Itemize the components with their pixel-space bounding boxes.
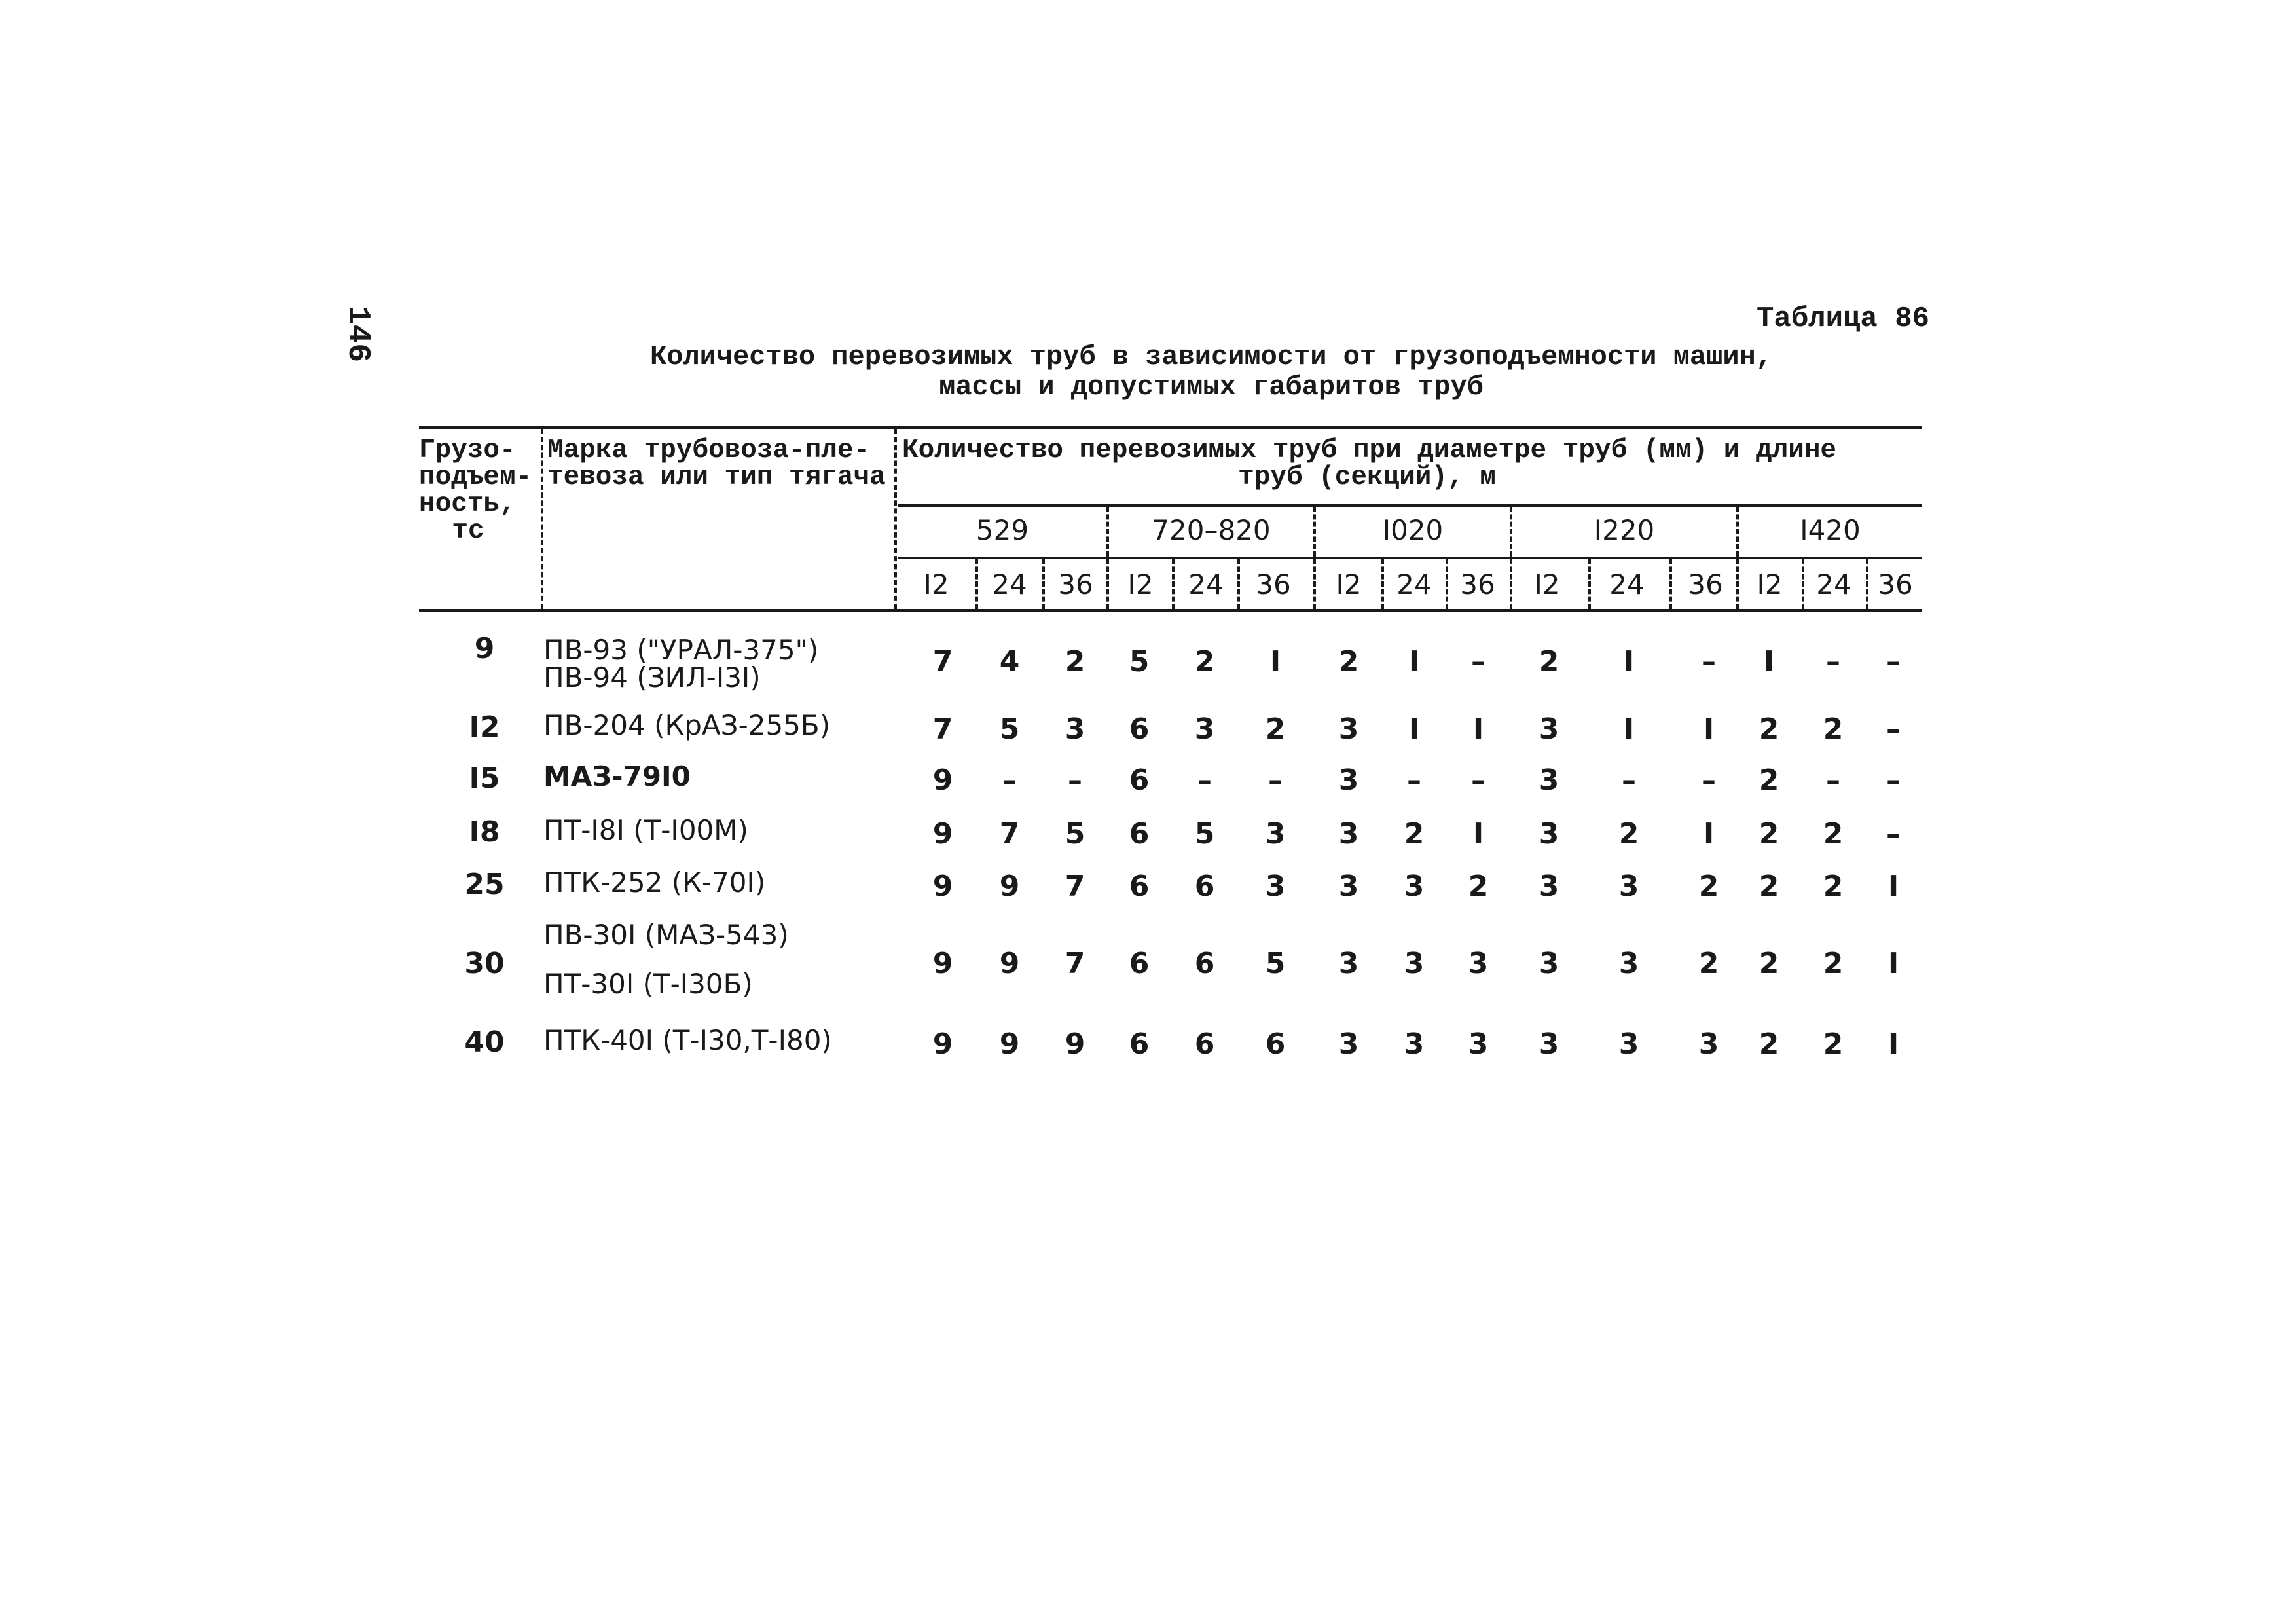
separator-col1 bbox=[541, 429, 543, 609]
length-label: I2 bbox=[1757, 568, 1783, 600]
row-value: – bbox=[1197, 764, 1212, 797]
row-value: 3 bbox=[1194, 712, 1215, 746]
length-label: I2 bbox=[1534, 568, 1560, 600]
row-value: 7 bbox=[932, 712, 953, 746]
row-value: 4 bbox=[999, 645, 1020, 678]
row-value: 2 bbox=[1823, 870, 1844, 903]
row-value: – bbox=[1702, 764, 1716, 797]
diameter-label: 720–820 bbox=[1152, 514, 1271, 546]
row-value: 3 bbox=[1618, 1027, 1639, 1061]
row-value: 2 bbox=[1823, 947, 1844, 980]
length-label: 36 bbox=[1688, 568, 1723, 600]
row-value: – bbox=[1886, 764, 1901, 797]
table-title bbox=[589, 342, 1833, 402]
row-model: ПТ-I8I (Т-I00М) bbox=[543, 814, 748, 846]
row-value: 6 bbox=[1129, 817, 1150, 851]
row-value: 2 bbox=[1468, 870, 1489, 903]
row-value: 5 bbox=[1129, 645, 1150, 678]
row-capacity: 30 bbox=[464, 947, 505, 980]
page-number: 146 bbox=[340, 305, 375, 363]
row-value: 9 bbox=[932, 817, 953, 851]
separator-length bbox=[1106, 559, 1109, 609]
header-quantity: Количество перевозимых труб при диаметре труб (мм) и длине труб (секций), м bbox=[902, 435, 1837, 492]
row-value: – bbox=[1002, 764, 1017, 797]
row-value: 3 bbox=[1698, 1027, 1719, 1061]
row-model: ПВ-94 (ЗИЛ-I3I) bbox=[543, 661, 761, 693]
row-value: I bbox=[1472, 817, 1484, 851]
separator-length bbox=[1510, 559, 1512, 609]
row-value: 3 bbox=[1265, 817, 1286, 851]
row-value: 3 bbox=[1539, 764, 1559, 797]
row-value: I bbox=[1269, 645, 1281, 678]
row-value: 3 bbox=[1404, 870, 1425, 903]
row-model: МАЗ-79I0 bbox=[543, 760, 691, 792]
row-value: 6 bbox=[1129, 870, 1150, 903]
row-value: 9 bbox=[1065, 1027, 1085, 1061]
row-value: 3 bbox=[1618, 870, 1639, 903]
row-value: – bbox=[1702, 645, 1716, 678]
row-value: 3 bbox=[1338, 870, 1359, 903]
header-bottom-rule bbox=[419, 609, 1922, 612]
row-value: I bbox=[1887, 870, 1899, 903]
separator-length bbox=[1736, 559, 1739, 609]
row-value: 6 bbox=[1129, 764, 1150, 797]
row-value: 3 bbox=[1539, 947, 1559, 980]
separator-length bbox=[1381, 559, 1384, 609]
row-value: 2 bbox=[1404, 817, 1425, 851]
separator-length bbox=[1588, 559, 1591, 609]
diameter-label: I420 bbox=[1800, 514, 1861, 546]
row-value: I bbox=[1623, 712, 1635, 746]
row-value: 2 bbox=[1194, 645, 1215, 678]
row-value: 2 bbox=[1823, 1027, 1844, 1061]
diameter-label: I020 bbox=[1382, 514, 1444, 546]
row-model: ПТ-30I (Т-I30Б) bbox=[543, 968, 753, 1000]
row-value: 2 bbox=[1618, 817, 1639, 851]
row-value: 2 bbox=[1265, 712, 1286, 746]
row-value: 2 bbox=[1065, 645, 1085, 678]
header-model: Марка трубовоза-пле- тевоза или тип тягача bbox=[547, 435, 886, 492]
row-value: 9 bbox=[932, 1027, 953, 1061]
row-value: 3 bbox=[1539, 870, 1559, 903]
row-value: 3 bbox=[1265, 870, 1286, 903]
row-value: 6 bbox=[1194, 947, 1215, 980]
row-capacity: 9 bbox=[474, 632, 495, 665]
length-label: I2 bbox=[1127, 568, 1154, 600]
row-value: 3 bbox=[1338, 1027, 1359, 1061]
row-value: 2 bbox=[1698, 870, 1719, 903]
row-value: 2 bbox=[1338, 645, 1359, 678]
row-value: 9 bbox=[999, 1027, 1020, 1061]
row-model: ПВ-204 (КрАЗ-255Б) bbox=[543, 709, 831, 741]
header-capacity: Грузо- подъем- ность, тс bbox=[419, 435, 532, 546]
row-value: 6 bbox=[1129, 712, 1150, 746]
row-value: I bbox=[1763, 645, 1775, 678]
separator-length bbox=[975, 559, 978, 609]
row-value: 2 bbox=[1758, 947, 1779, 980]
row-value: – bbox=[1826, 645, 1840, 678]
row-value: – bbox=[1886, 645, 1901, 678]
row-value: 2 bbox=[1758, 1027, 1779, 1061]
row-value: – bbox=[1886, 712, 1901, 746]
row-model: ПВ-93 ("УРАЛ-375") bbox=[543, 634, 819, 666]
row-value: 7 bbox=[999, 817, 1020, 851]
length-label: 36 bbox=[1460, 568, 1495, 600]
row-value: 3 bbox=[1338, 947, 1359, 980]
row-value: – bbox=[1886, 817, 1901, 851]
row-value: 3 bbox=[1539, 712, 1559, 746]
row-value: – bbox=[1471, 764, 1485, 797]
row-value: – bbox=[1068, 764, 1082, 797]
row-value: I bbox=[1408, 712, 1420, 746]
row-value: 6 bbox=[1194, 1027, 1215, 1061]
row-capacity: I8 bbox=[469, 815, 500, 849]
row-value: 2 bbox=[1758, 764, 1779, 797]
row-value: 6 bbox=[1129, 947, 1150, 980]
separator-length bbox=[1313, 559, 1316, 609]
length-label: 24 bbox=[1396, 568, 1432, 600]
diameter-rule bbox=[898, 504, 1922, 507]
row-capacity: I2 bbox=[469, 710, 500, 744]
row-value: 2 bbox=[1758, 870, 1779, 903]
row-value: 3 bbox=[1539, 817, 1559, 851]
length-label: I2 bbox=[1336, 568, 1362, 600]
row-value: I bbox=[1472, 712, 1484, 746]
diameter-label: I220 bbox=[1594, 514, 1655, 546]
row-model: ПТК-40I (Т-I30,Т-I80) bbox=[543, 1024, 832, 1056]
length-label: 36 bbox=[1878, 568, 1913, 600]
diameter-label: 529 bbox=[975, 514, 1029, 546]
length-label: 36 bbox=[1256, 568, 1291, 600]
row-value: 5 bbox=[1265, 947, 1286, 980]
row-value: 9 bbox=[999, 947, 1020, 980]
row-value: – bbox=[1407, 764, 1421, 797]
row-value: 3 bbox=[1618, 947, 1639, 980]
separator-length bbox=[1237, 559, 1240, 609]
separator-length bbox=[1042, 559, 1045, 609]
row-value: 9 bbox=[999, 870, 1020, 903]
row-value: 7 bbox=[1065, 947, 1085, 980]
row-value: 9 bbox=[932, 947, 953, 980]
row-value: 3 bbox=[1468, 1027, 1489, 1061]
row-value: I bbox=[1887, 1027, 1899, 1061]
length-label: I2 bbox=[923, 568, 949, 600]
row-value: – bbox=[1471, 645, 1485, 678]
row-value: I bbox=[1887, 947, 1899, 980]
length-label: 24 bbox=[1816, 568, 1851, 600]
separator-length bbox=[1172, 559, 1175, 609]
title-line-2: массы и допустимых габаритов труб bbox=[939, 371, 1484, 403]
length-label: 24 bbox=[992, 568, 1027, 600]
row-value: – bbox=[1622, 764, 1636, 797]
length-rule bbox=[898, 557, 1922, 559]
row-value: 6 bbox=[1129, 1027, 1150, 1061]
length-label: 24 bbox=[1188, 568, 1224, 600]
row-model: ПТК-252 (К-70I) bbox=[543, 866, 766, 898]
row-value: 3 bbox=[1065, 712, 1085, 746]
separator-length bbox=[1669, 559, 1672, 609]
row-value: 3 bbox=[1338, 712, 1359, 746]
row-value: 2 bbox=[1539, 645, 1559, 678]
row-value: 2 bbox=[1758, 817, 1779, 851]
table-label: Таблица 86 bbox=[1756, 303, 1929, 335]
row-value: 2 bbox=[1823, 712, 1844, 746]
separator-col2 bbox=[894, 429, 897, 609]
row-value: I bbox=[1408, 645, 1420, 678]
row-value: 3 bbox=[1404, 1027, 1425, 1061]
row-value: – bbox=[1268, 764, 1283, 797]
title-line-1: Количество перевозимых труб в зависимости от грузоподъемности машин, bbox=[650, 341, 1772, 373]
length-label: 36 bbox=[1058, 568, 1093, 600]
row-value: 7 bbox=[932, 645, 953, 678]
row-value: 2 bbox=[1823, 817, 1844, 851]
row-value: 6 bbox=[1265, 1027, 1286, 1061]
row-model: ПВ-30I (МАЗ-543) bbox=[543, 919, 789, 951]
row-value: 6 bbox=[1194, 870, 1215, 903]
length-label: 24 bbox=[1609, 568, 1645, 600]
row-value: 3 bbox=[1468, 947, 1489, 980]
row-value: I bbox=[1703, 817, 1715, 851]
row-value: – bbox=[1826, 764, 1840, 797]
row-capacity: 40 bbox=[464, 1025, 505, 1059]
header-top-rule bbox=[419, 426, 1922, 429]
row-capacity: I5 bbox=[469, 762, 500, 795]
row-value: 5 bbox=[1065, 817, 1085, 851]
row-value: 2 bbox=[1698, 947, 1719, 980]
row-value: 7 bbox=[1065, 870, 1085, 903]
row-value: I bbox=[1623, 645, 1635, 678]
row-value: 9 bbox=[932, 764, 953, 797]
row-value: 2 bbox=[1758, 712, 1779, 746]
row-value: 9 bbox=[932, 870, 953, 903]
row-value: 3 bbox=[1338, 817, 1359, 851]
row-value: 3 bbox=[1338, 764, 1359, 797]
row-capacity: 25 bbox=[464, 868, 505, 901]
row-value: 3 bbox=[1539, 1027, 1559, 1061]
row-value: 3 bbox=[1404, 947, 1425, 980]
row-value: 5 bbox=[1194, 817, 1215, 851]
row-value: I bbox=[1703, 712, 1715, 746]
row-value: 5 bbox=[999, 712, 1020, 746]
